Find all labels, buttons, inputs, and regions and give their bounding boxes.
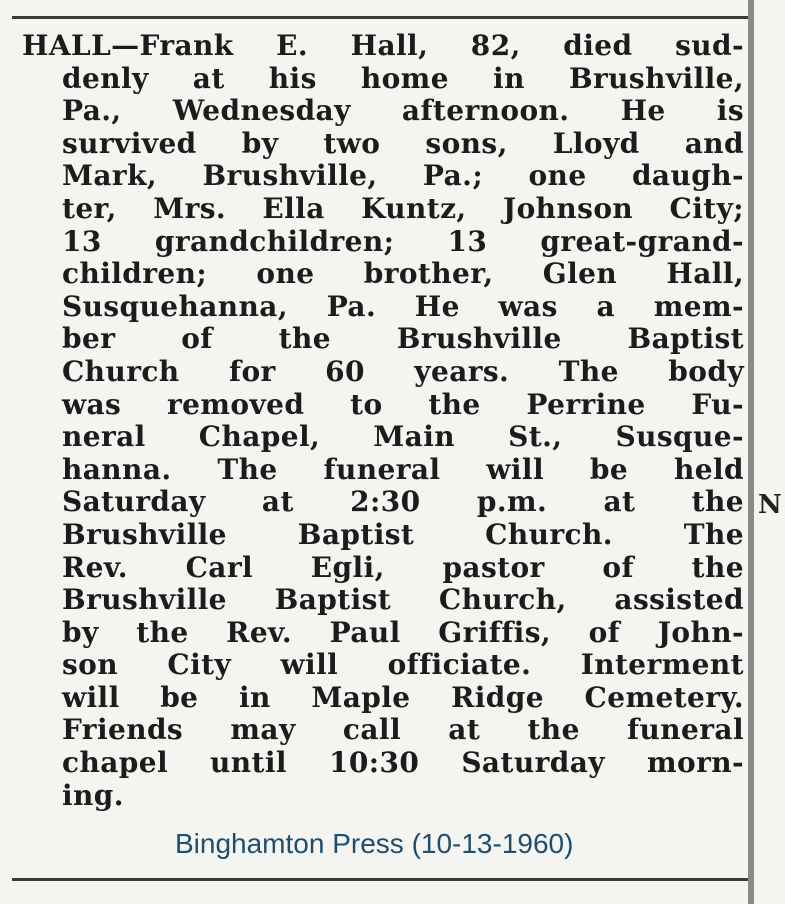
- obituary-line: 13 grandchildren; 13 great-grand-: [62, 224, 744, 258]
- obituary-line: children; one brother, Glen Hall,: [62, 257, 744, 291]
- source-caption: Binghamton Press (10-13-1960): [175, 828, 574, 859]
- obituary-line: denly at his home in Brushville,: [62, 61, 744, 95]
- obituary-line: Rev. Carl Egli, pastor of the: [62, 550, 744, 584]
- obituary-line: HALL—Frank E. Hall, 82, died sud-: [22, 29, 744, 62]
- obituary-line: ing.: [62, 778, 124, 812]
- obituary-line: was removed to the Perrine Fu-: [62, 387, 744, 421]
- obituary-line: Susquehanna, Pa. He was a mem-: [62, 289, 744, 323]
- obituary-line: Saturday at 2:30 p.m. at the: [62, 485, 744, 519]
- top-rule: [12, 16, 748, 19]
- obituary-line: survived by two sons, Lloyd and: [62, 126, 744, 160]
- obituary-line: neral Chapel, Main St., Susque-: [62, 420, 744, 454]
- obituary-line: ber of the Brushville Baptist: [62, 322, 744, 356]
- bottom-rule: [12, 878, 748, 881]
- obituary-line: will be in Maple Ridge Cemetery.: [62, 680, 744, 714]
- obituary-line: ter, Mrs. Ella Kuntz, Johnson City;: [62, 191, 744, 225]
- obituary-article: [22, 30, 744, 812]
- obituary-line: chapel until 10:30 Saturday morn-: [62, 746, 744, 780]
- obituary-line: Church for 60 years. The body: [62, 354, 744, 388]
- obituary-line: son City will officiate. Interment: [62, 648, 744, 682]
- obituary-line: Mark, Brushville, Pa.; one daugh-: [62, 159, 744, 193]
- obituary-line: by the Rev. Paul Griffis, of John-: [62, 615, 744, 649]
- obituary-line: Friends may call at the funeral: [62, 713, 744, 747]
- obituary-line: Pa., Wednesday afternoon. He is: [62, 94, 744, 128]
- obituary-line: hanna. The funeral will be held: [62, 452, 744, 486]
- column-divider: [748, 0, 754, 904]
- obituary-line: Brushville Baptist Church. The: [62, 517, 744, 551]
- obituary-line: Brushville Baptist Church, assisted: [62, 583, 744, 617]
- adjacent-column-fragment: N: [758, 490, 782, 520]
